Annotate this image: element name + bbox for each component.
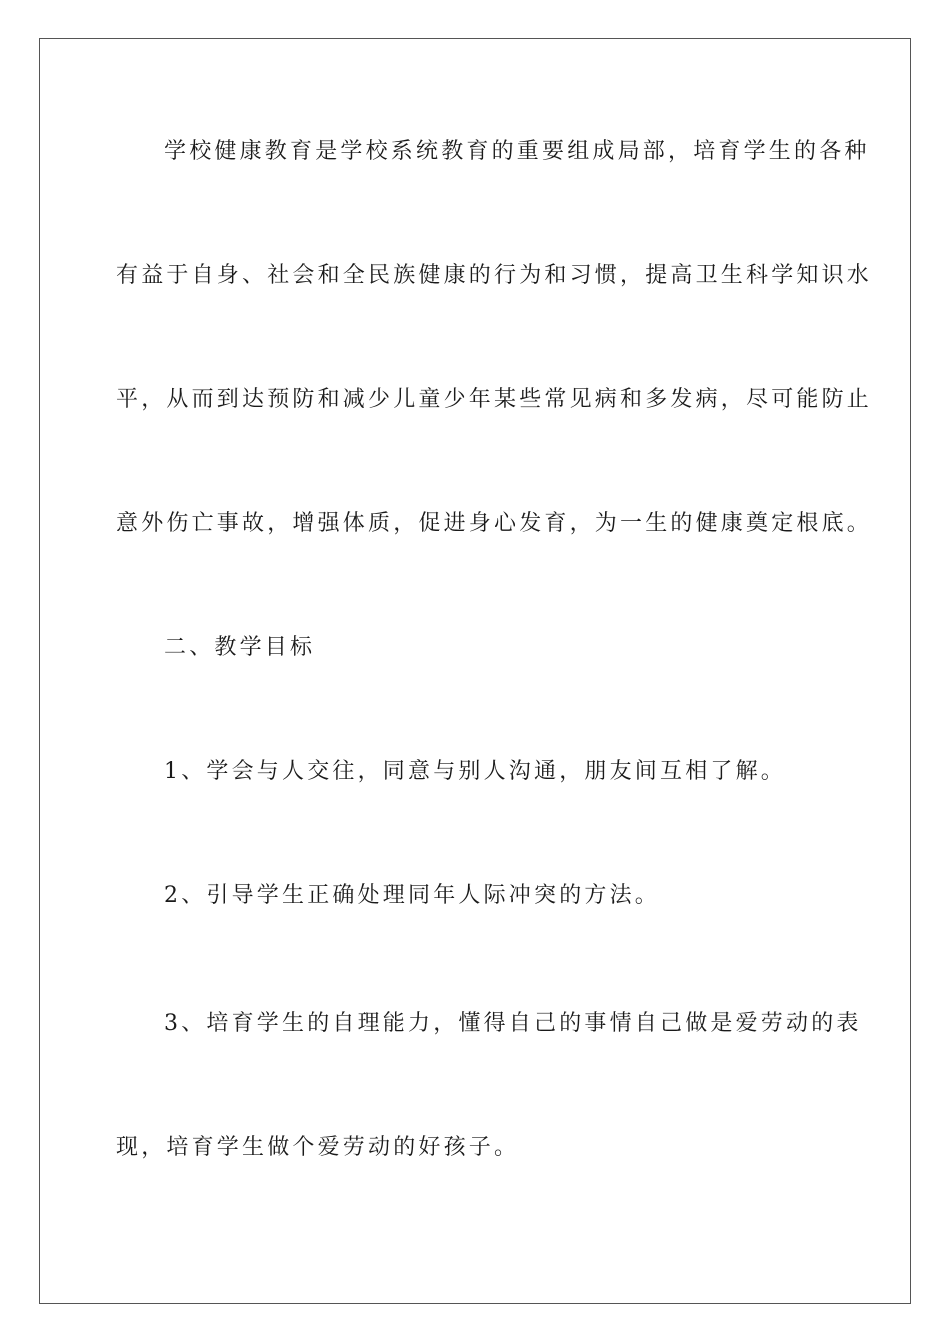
paragraph-line: 平，从而到达预防和减少儿童少年某些常见病和多发病，尽可能防止 [116, 387, 873, 412]
section-heading: 二、教学目标 [164, 635, 316, 660]
list-item-continuation: 现，培育学生做个爱劳动的好孩子。 [116, 1135, 520, 1160]
list-item: 1、学会与人交往，同意与别人沟通，朋友间互相了解。 [164, 759, 786, 784]
paragraph-line: 意外伤亡事故，增强体质，促进身心发育，为一生的健康奠定根底。 [116, 511, 873, 536]
list-item: 3、培育学生的自理能力，懂得自己的事情自己做是爱劳动的表 [164, 1011, 862, 1036]
list-item: 2、引导学生正确处理同年人际冲突的方法。 [164, 883, 660, 908]
paragraph-line: 有益于自身、社会和全民族健康的行为和习惯，提高卫生科学知识水 [116, 263, 873, 288]
paragraph-line: 学校健康教育是学校系统教育的重要组成局部，培育学生的各种 [164, 139, 870, 164]
page-border [39, 38, 911, 1304]
